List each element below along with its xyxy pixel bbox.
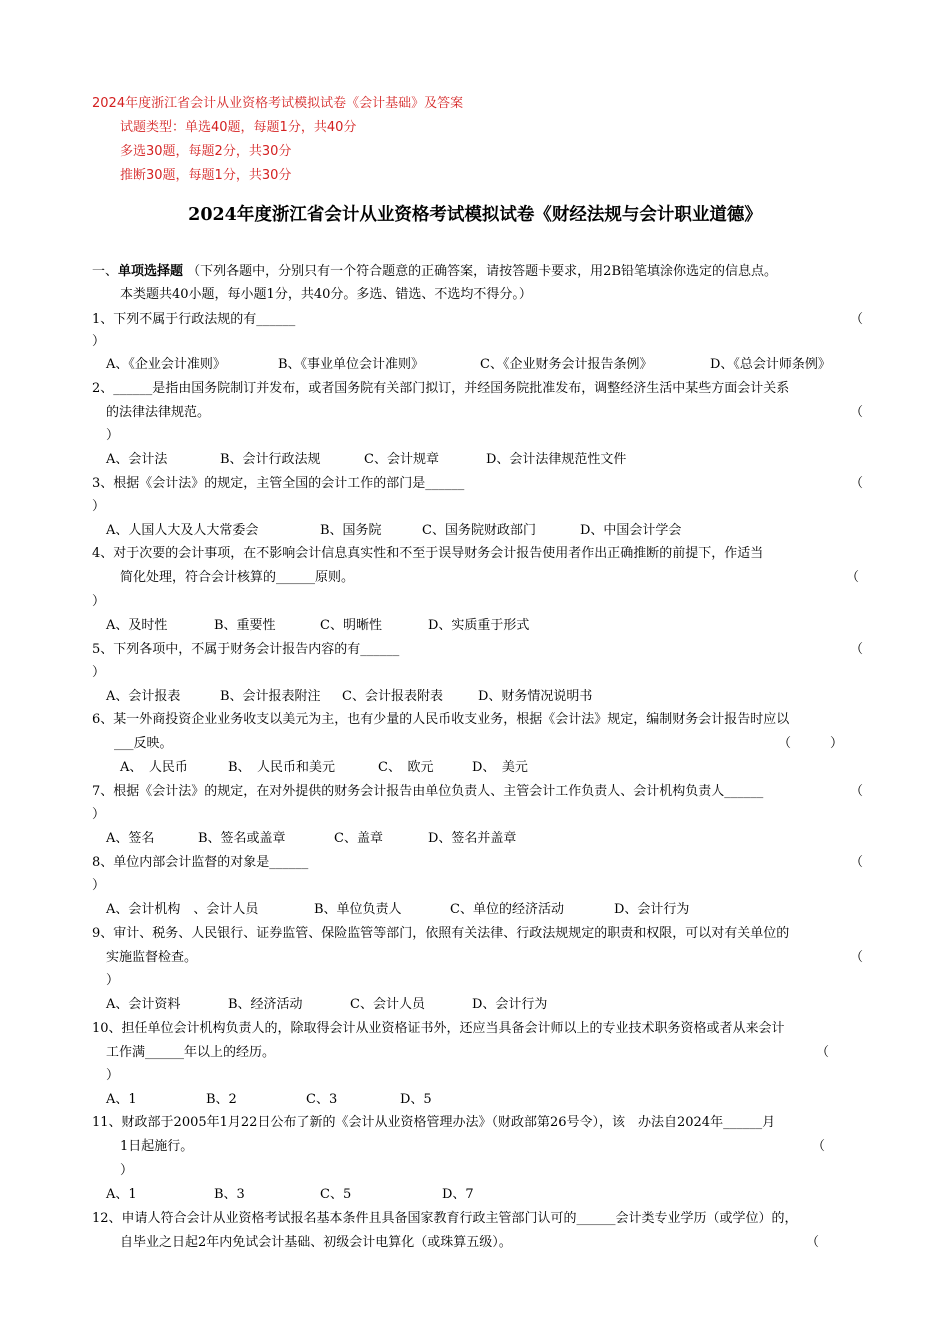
question-5-paren-close: ） <box>92 665 106 680</box>
question-3-paren-close: ） <box>92 499 106 514</box>
header-line-4: 推断30题，每题1分，共30分 <box>120 168 292 183</box>
question-2-option-b: B、会计行政法规 <box>220 452 321 467</box>
question-7-option-d: D、签名并盖章 <box>428 831 517 846</box>
question-12-stem-1: 12、申请人符合会计从业资格考试报名基本条件且具备国家教育行政主管部门认可的______会计类专业学历（或学位）的， <box>92 1211 798 1226</box>
question-3-paren-open: （ <box>850 476 864 491</box>
header-line-1: 2024年度浙江省会计从业资格考试模拟试卷《会计基础》及答案 <box>92 96 464 111</box>
question-11-stem-2: 1日起施行。 <box>120 1139 194 1154</box>
page-title: 2024年度浙江省会计从业资格考试模拟试卷《财经法规与会计职业道德》 <box>188 205 762 225</box>
question-10-option-b: B、2 <box>206 1092 237 1107</box>
question-8-option-b: B、单位负责人 <box>314 902 402 917</box>
question-2-paren-close: ） <box>106 428 120 443</box>
question-11-paren-open: （ <box>812 1139 826 1154</box>
question-10-paren-close: ） <box>106 1068 120 1083</box>
question-1-option-d: D、《总会计师条例》 <box>710 357 831 372</box>
question-11-option-b: B、3 <box>214 1187 245 1202</box>
question-2-option-a: A、会计法 <box>106 452 168 467</box>
question-3-option-b: B、国务院 <box>320 523 382 538</box>
question-11-option-a: A、1 <box>106 1187 137 1202</box>
question-1-paren-open: （ <box>850 312 864 327</box>
question-9-option-a: A、会计资料 <box>106 997 181 1012</box>
question-4-option-d: D、实质重于形式 <box>428 618 530 633</box>
question-4-paren-close: ） <box>92 594 106 609</box>
section-title: 单项选择题 <box>118 264 184 279</box>
question-10-stem-1: 10、担任单位会计机构负责人的，除取得会计从业资格证书外，还应当具备会计师以上的专业技术职务资格或者从来会计 <box>92 1021 785 1036</box>
question-6-option-c: C、 欧元 <box>378 760 434 775</box>
question-3-stem: 3、根据《会计法》的规定，主管全国的会计工作的部门是______ <box>92 476 465 491</box>
question-11-stem-1: 11、财政部于2005年1月22日公布了新的《会计从业资格管理办法》（财政部第26号令），该 办法自2024年______月 <box>92 1115 776 1130</box>
question-9-paren-open: （ <box>850 950 864 965</box>
question-1-stem: 1、下列不属于行政法规的有______ <box>92 312 296 327</box>
question-1-option-c: C、《企业财务会计报告条例》 <box>480 357 653 372</box>
question-12-paren-open: （ <box>806 1235 820 1250</box>
question-5-option-d: D、财务情况说明书 <box>478 689 593 704</box>
question-6-option-b: B、 人民币和美元 <box>228 760 336 775</box>
section-instruction-2: 本类题共40小题，每小题1分，共40分。多选、错选、不选均不得分。） <box>120 287 532 302</box>
question-9-stem-2: 实施监督检查。 <box>106 950 198 965</box>
question-6-option-d: D、 美元 <box>472 760 528 775</box>
question-6-parens: （ ） <box>778 736 844 751</box>
question-1-option-b: B、《事业单位会计准则》 <box>278 357 425 372</box>
question-8-stem: 8、单位内部会计监督的对象是______ <box>92 855 309 870</box>
question-9-stem-1: 9、审计、税务、人民银行、证券监管、保险监管等部门，依照有关法律、行政法规规定的职责和权限，可以对有关单位的 <box>92 926 790 941</box>
question-11-option-c: C、5 <box>320 1187 352 1202</box>
question-4-option-b: B、重要性 <box>214 618 276 633</box>
question-8-option-a: A、会计机构 、会计人员 <box>106 902 259 917</box>
question-4-stem-1: 4、对于次要的会计事项，在不影响会计信息真实性和不至于误导财务会计报告使用者作出正确推断的前提下，作适当 <box>92 546 764 561</box>
question-10-stem-2: 工作满______年以上的经历。 <box>106 1045 276 1060</box>
question-1-paren-close: ） <box>92 334 106 349</box>
question-4-paren-open: （ <box>846 570 860 585</box>
section-number: 一、 <box>92 264 119 279</box>
question-2-option-d: D、会计法律规范性文件 <box>486 452 627 467</box>
section-instruction-1: （下列各题中，分别只有一个符合题意的正确答案，请按答题卡要求，用2B铅笔填涂你选定的信息点。 <box>187 264 777 279</box>
question-4-option-a: A、及时性 <box>106 618 168 633</box>
question-6-option-a: A、 人民币 <box>120 760 188 775</box>
question-2-option-c: C、会计规章 <box>364 452 439 467</box>
question-5-paren-open: （ <box>850 642 864 657</box>
question-2-stem-2: 的法律法律规范。 <box>106 405 211 420</box>
question-4-stem-2: 简化处理，符合会计核算的______原则。 <box>120 570 355 585</box>
question-7-option-c: C、盖章 <box>334 831 383 846</box>
question-5-option-a: A、会计报表 <box>106 689 181 704</box>
question-8-paren-open: （ <box>850 855 864 870</box>
question-9-option-b: B、经济活动 <box>228 997 303 1012</box>
question-5-stem: 5、下列各项中，不属于财务会计报告内容的有______ <box>92 642 400 657</box>
question-1-option-a: A、《企业会计准则》 <box>106 357 226 372</box>
question-10-option-c: C、3 <box>306 1092 338 1107</box>
question-4-option-c: C、明晰性 <box>320 618 382 633</box>
question-2-stem-1: 2、______是指由国务院制订并发布，或者国务院有关部门拟订，并经国务院批准发布，调整经济生活中某些方面会计关系 <box>92 381 790 396</box>
header-line-3: 多选30题，每题2分，共30分 <box>120 144 292 159</box>
header-line-2: 试题类型：单选40题，每题1分，共40分 <box>120 120 357 135</box>
question-11-paren-close: ） <box>120 1163 134 1178</box>
question-9-paren-close: ） <box>106 973 120 988</box>
question-11-option-d: D、7 <box>442 1187 474 1202</box>
question-12-stem-2: 自毕业之日起2年内免试会计基础、初级会计电算化（或珠算五级）。 <box>120 1235 512 1250</box>
question-7-stem: 7、根据《会计法》的规定，在对外提供的财务会计报告由单位负责人、主管会计工作负责人、会计机构负责人______ <box>92 784 764 799</box>
question-8-option-c: C、单位的经济活动 <box>450 902 564 917</box>
question-2-paren-open: （ <box>850 405 864 420</box>
question-8-paren-close: ） <box>92 878 106 893</box>
question-5-option-c: C、会计报表附表 <box>342 689 443 704</box>
question-7-paren-close: ） <box>92 807 106 822</box>
question-9-option-c: C、会计人员 <box>350 997 425 1012</box>
question-10-option-a: A、1 <box>106 1092 137 1107</box>
question-7-option-a: A、签名 <box>106 831 155 846</box>
question-9-option-d: D、会计行为 <box>472 997 548 1012</box>
question-7-option-b: B、签名或盖章 <box>198 831 286 846</box>
question-6-stem-2: ___反映。 <box>114 736 173 751</box>
question-10-paren-open: （ <box>816 1045 830 1060</box>
question-8-option-d: D、会计行为 <box>614 902 690 917</box>
question-3-option-c: C、国务院财政部门 <box>422 523 536 538</box>
question-10-option-d: D、5 <box>400 1092 432 1107</box>
question-3-option-d: D、中国会计学会 <box>580 523 682 538</box>
question-5-option-b: B、会计报表附注 <box>220 689 321 704</box>
question-6-stem-1: 6、某一外商投资企业业务收支以美元为主，也有少量的人民币收支业务，根据《会计法》规定，编制财务会计报告时应以 <box>92 712 790 727</box>
section-heading <box>92 264 777 280</box>
question-7-paren-open: （ <box>850 784 864 799</box>
question-3-option-a: A、人国人大及人大常委会 <box>106 523 259 538</box>
